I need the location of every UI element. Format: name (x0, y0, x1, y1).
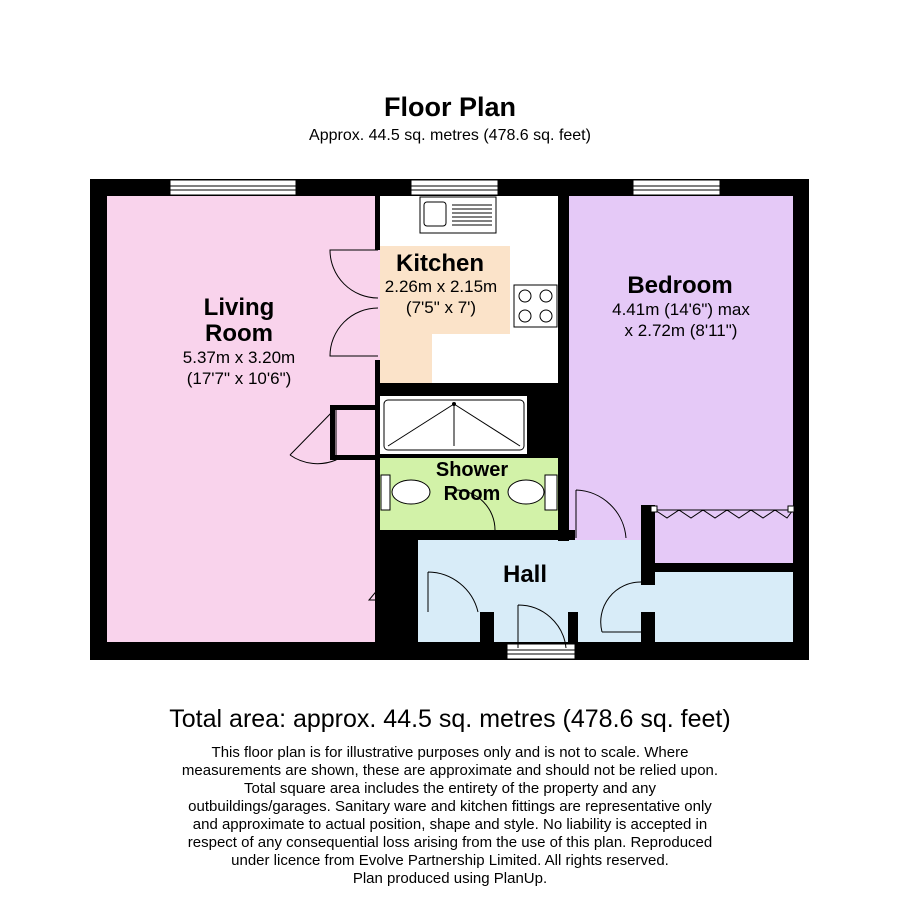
wall (527, 396, 558, 458)
kitchen-name: Kitchen (395, 250, 485, 277)
shower-room-name: Shower (435, 459, 509, 481)
kitchen-dimensions-imperial: (7'5" x 7') (405, 298, 477, 317)
bedroom-name: Bedroom (627, 272, 733, 299)
total-area: Total area: approx. 44.5 sq. metres (478.6 sq. feet) (169, 705, 731, 733)
bedroom-dimensions: 4.41m (14'6") max (612, 300, 750, 319)
window (507, 644, 575, 659)
bedroom-dimensions-imperial: x 2.72m (8'11") (624, 321, 738, 340)
living-room-dimensions: 5.37m x 3.20m (182, 348, 296, 367)
wall (641, 612, 655, 642)
living-room-dimensions-imperial: (17'7" x 10'6") (186, 369, 292, 388)
hob-icon (514, 285, 557, 327)
disclaimer-line: This floor plan is for illustrative purposes only and is not to scale. Where (211, 744, 689, 761)
wall (641, 563, 809, 572)
shower-room-name: Room (443, 483, 501, 505)
disclaimer-line: measurements are shown, these are approximate and should not be relied upon. (181, 762, 719, 779)
window (633, 180, 720, 195)
disclaimer (140, 744, 760, 888)
disclaimer-line: respect of any consequential loss arising from the use of this plan. Reproduced (187, 834, 713, 851)
page-title: Floor Plan (383, 92, 516, 122)
disclaimer-line: under licence from Evolve Partnership Limited. All rights reserved. (231, 852, 669, 869)
page-subtitle: Approx. 44.5 sq. metres (478.6 sq. feet) (309, 127, 591, 144)
doorway (335, 410, 375, 455)
hall-store-area (655, 572, 793, 642)
disclaimer-line: Total square area includes the entirety of the property and any (244, 780, 656, 797)
wall (568, 612, 578, 642)
kitchen-dimensions: 2.26m x 2.15m (384, 277, 498, 296)
wall (407, 540, 418, 642)
wall (558, 196, 569, 541)
wall (375, 383, 569, 396)
living-room-name: Living (203, 294, 275, 321)
window (170, 180, 296, 195)
bath-icon (384, 400, 524, 450)
wall (480, 612, 494, 642)
hall-name: Hall (502, 561, 548, 588)
disclaimer-line: outbuildings/garages. Sanitary ware and kitchen fittings are representative only (188, 798, 712, 815)
window (411, 180, 498, 195)
sink-icon (420, 197, 496, 233)
disclaimer-line: and approximate to actual position, shape and style. No liability is accepted in (192, 816, 708, 833)
wall (375, 530, 575, 540)
disclaimer-line: Plan produced using PlanUp. (352, 870, 548, 887)
living-room-name: Room (205, 320, 273, 347)
doorway (375, 250, 380, 360)
bedroom-area (569, 196, 793, 563)
wall (641, 505, 655, 585)
